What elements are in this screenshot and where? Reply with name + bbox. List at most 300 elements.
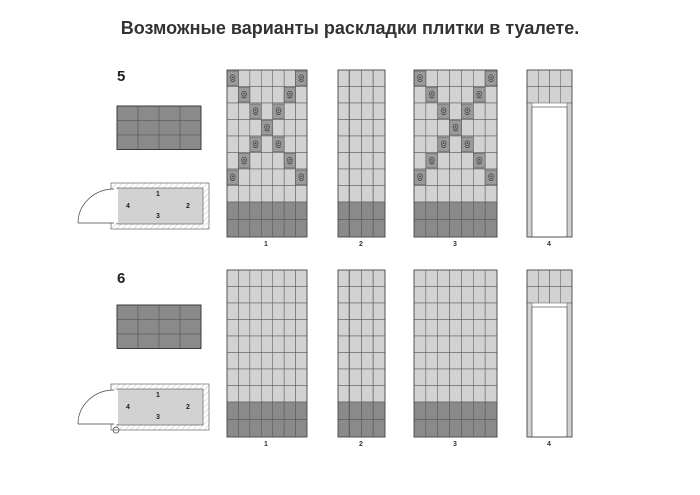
tile	[261, 153, 272, 170]
tile	[338, 120, 350, 137]
tile-grid-upper	[338, 70, 385, 202]
tile	[117, 334, 138, 349]
tile	[473, 336, 485, 353]
tile	[450, 153, 462, 170]
tile	[273, 120, 284, 137]
tile	[373, 336, 385, 353]
wall-label-3: 3	[453, 441, 457, 448]
wall-elevation-plain	[338, 270, 385, 437]
tile	[550, 287, 561, 304]
tile	[238, 353, 249, 370]
tile	[461, 320, 473, 337]
tile	[538, 270, 549, 287]
wall-label-4: 4	[547, 441, 551, 448]
tile	[159, 320, 180, 335]
tile	[227, 353, 238, 370]
tile	[485, 420, 497, 438]
door-swing-arc	[78, 189, 114, 223]
tile	[250, 420, 261, 438]
tile	[284, 420, 295, 438]
tile	[414, 220, 426, 238]
tile	[296, 320, 307, 337]
tile	[250, 402, 261, 420]
tile	[338, 70, 350, 87]
tile	[362, 120, 374, 137]
tile	[426, 420, 438, 438]
tile	[362, 287, 374, 304]
tile	[273, 303, 284, 320]
tile	[426, 220, 438, 238]
tile	[250, 120, 261, 137]
tile	[527, 87, 538, 104]
tile	[338, 103, 350, 120]
decor-tile	[485, 71, 497, 86]
tile	[473, 386, 485, 403]
decor-tile	[273, 137, 284, 152]
tile	[414, 186, 426, 203]
tile	[338, 202, 350, 220]
door-jamb-left	[527, 303, 532, 437]
tile	[180, 320, 201, 335]
tile	[362, 303, 374, 320]
tile	[414, 120, 426, 137]
tile	[138, 121, 159, 136]
tile	[473, 202, 485, 220]
tile	[373, 353, 385, 370]
tile	[461, 270, 473, 287]
decor-tile	[227, 170, 238, 185]
tile	[461, 303, 473, 320]
tile	[426, 270, 438, 287]
tile	[461, 153, 473, 170]
tile	[485, 120, 497, 137]
tile	[373, 386, 385, 403]
tile	[338, 270, 350, 287]
tile	[250, 320, 261, 337]
tile	[273, 270, 284, 287]
tile	[261, 103, 272, 120]
tile	[350, 303, 362, 320]
decor-tile	[485, 170, 497, 185]
tile	[138, 320, 159, 335]
tile	[373, 169, 385, 186]
tile	[450, 202, 462, 220]
tile	[450, 136, 462, 153]
tile	[450, 353, 462, 370]
tile	[450, 386, 462, 403]
tile	[362, 402, 374, 420]
tile	[426, 353, 438, 370]
tile	[238, 303, 249, 320]
tile	[250, 336, 261, 353]
tile	[373, 420, 385, 438]
tile	[261, 402, 272, 420]
tile	[250, 287, 261, 304]
tile	[473, 320, 485, 337]
door-jamb-right	[567, 303, 572, 437]
tile	[485, 103, 497, 120]
door-jamb-left	[527, 103, 532, 237]
tile-grid-upper	[227, 270, 307, 402]
decor-tile	[273, 104, 284, 119]
tile	[238, 420, 249, 438]
tile-grid-upper	[527, 270, 572, 303]
tile	[438, 120, 450, 137]
wall-elevation-plain	[338, 70, 385, 237]
tile	[414, 320, 426, 337]
tile	[473, 303, 485, 320]
tile	[461, 70, 473, 87]
tile	[338, 153, 350, 170]
tile	[362, 353, 374, 370]
tile	[250, 220, 261, 238]
tile-grid-lower	[338, 202, 385, 237]
tile	[296, 402, 307, 420]
tile	[138, 106, 159, 121]
tile	[414, 353, 426, 370]
tile	[227, 303, 238, 320]
tile	[426, 303, 438, 320]
tile	[350, 386, 362, 403]
tile	[414, 369, 426, 386]
tile	[438, 420, 450, 438]
tile	[296, 420, 307, 438]
decor-tile	[438, 137, 450, 152]
tile	[550, 270, 561, 287]
variant-label-6: 6	[117, 270, 126, 287]
tile	[373, 202, 385, 220]
room-wall-number-1: 1	[156, 392, 160, 399]
room-wall-number-4: 4	[126, 203, 130, 210]
tile	[527, 270, 538, 287]
tile	[227, 386, 238, 403]
tile	[414, 136, 426, 153]
room-wall-number-4: 4	[126, 404, 130, 411]
tile	[273, 369, 284, 386]
tile	[180, 334, 201, 349]
tile	[296, 120, 307, 137]
tile	[373, 87, 385, 104]
tile	[362, 103, 374, 120]
tile	[180, 305, 201, 320]
tile	[473, 186, 485, 203]
tile	[273, 386, 284, 403]
tile	[450, 87, 462, 104]
tile	[414, 420, 426, 438]
tile	[485, 270, 497, 287]
wall-elevation-plain	[227, 270, 307, 437]
tile	[362, 87, 374, 104]
wall-label-3: 3	[453, 241, 457, 248]
tile-grid-lower	[338, 402, 385, 437]
wall-label-4: 4	[547, 241, 551, 248]
tile	[238, 386, 249, 403]
tile	[350, 287, 362, 304]
tile	[238, 169, 249, 186]
tile	[338, 186, 350, 203]
tile	[227, 220, 238, 238]
tile	[362, 369, 374, 386]
tile	[362, 420, 374, 438]
tile	[426, 369, 438, 386]
tile	[338, 136, 350, 153]
tile-grid-upper	[414, 270, 497, 402]
tile	[438, 153, 450, 170]
tile	[373, 186, 385, 203]
tile	[461, 386, 473, 403]
tile	[284, 103, 295, 120]
decor-tile	[296, 71, 307, 86]
tile	[438, 270, 450, 287]
door-swing-arc	[78, 390, 114, 424]
decor-tile	[426, 88, 438, 103]
tile	[338, 303, 350, 320]
tile	[284, 402, 295, 420]
tile	[350, 186, 362, 203]
tile	[250, 303, 261, 320]
tile	[238, 369, 249, 386]
tile-grid-lower	[227, 202, 307, 237]
tile	[180, 106, 201, 121]
tile	[461, 353, 473, 370]
decor-tile	[426, 154, 438, 169]
floor-tile-grid	[117, 106, 201, 150]
tile	[473, 287, 485, 304]
tile-grid-upper	[338, 270, 385, 402]
tile	[550, 70, 561, 87]
tile	[473, 169, 485, 186]
tile	[350, 353, 362, 370]
tile	[261, 169, 272, 186]
tile	[284, 136, 295, 153]
tile	[485, 136, 497, 153]
tile	[362, 169, 374, 186]
tile	[426, 70, 438, 87]
tile	[261, 336, 272, 353]
tile	[461, 87, 473, 104]
tile	[473, 369, 485, 386]
tile	[261, 320, 272, 337]
tile-grid-upper	[527, 70, 572, 103]
tile	[473, 402, 485, 420]
tile	[273, 87, 284, 104]
tile	[461, 420, 473, 438]
tile	[426, 169, 438, 186]
tile	[561, 287, 572, 304]
tile	[485, 287, 497, 304]
tile	[438, 386, 450, 403]
wall-label-2: 2	[359, 441, 363, 448]
tile	[284, 287, 295, 304]
tile	[261, 386, 272, 403]
tile	[227, 120, 238, 137]
tile	[438, 202, 450, 220]
variant-label-5: 5	[117, 68, 126, 85]
tile	[362, 320, 374, 337]
tile	[373, 70, 385, 87]
tile	[338, 320, 350, 337]
tile	[373, 369, 385, 386]
tile	[117, 305, 138, 320]
tile	[284, 270, 295, 287]
tile	[227, 202, 238, 220]
tile	[284, 303, 295, 320]
tile	[296, 353, 307, 370]
tile	[261, 303, 272, 320]
tile	[296, 369, 307, 386]
tile	[227, 153, 238, 170]
tile	[250, 70, 261, 87]
tile	[238, 136, 249, 153]
tile	[473, 220, 485, 238]
tile	[284, 336, 295, 353]
tile	[461, 336, 473, 353]
tile	[227, 369, 238, 386]
room-wall-number-2: 2	[186, 203, 190, 210]
tile	[238, 202, 249, 220]
tile	[261, 220, 272, 238]
tile	[117, 320, 138, 335]
tile	[461, 169, 473, 186]
tile	[284, 386, 295, 403]
tile	[284, 186, 295, 203]
tile	[438, 87, 450, 104]
tile	[338, 369, 350, 386]
tile	[473, 103, 485, 120]
tile	[296, 287, 307, 304]
wall-label-1: 1	[264, 241, 268, 248]
tile	[273, 169, 284, 186]
tile	[273, 353, 284, 370]
tile	[414, 336, 426, 353]
tile	[450, 186, 462, 203]
tile	[438, 369, 450, 386]
tile	[414, 303, 426, 320]
tile	[350, 220, 362, 238]
tile	[238, 120, 249, 137]
tile	[227, 287, 238, 304]
tile	[461, 369, 473, 386]
tile	[338, 169, 350, 186]
tile	[350, 169, 362, 186]
tile	[473, 420, 485, 438]
room-wall-number-1: 1	[156, 191, 160, 198]
decor-tile	[461, 137, 473, 152]
tile	[561, 270, 572, 287]
room-wall-number-3: 3	[156, 213, 160, 220]
tile	[227, 336, 238, 353]
tile	[450, 402, 462, 420]
tile	[350, 369, 362, 386]
tile	[414, 202, 426, 220]
tile	[350, 103, 362, 120]
tile	[373, 402, 385, 420]
decor-tile	[250, 137, 261, 152]
tile	[284, 353, 295, 370]
tile	[227, 87, 238, 104]
tile	[350, 270, 362, 287]
decor-tile	[227, 71, 238, 86]
decor-tile	[473, 88, 485, 103]
tile	[350, 202, 362, 220]
tile	[373, 320, 385, 337]
tile	[438, 320, 450, 337]
tile	[414, 287, 426, 304]
tile	[261, 70, 272, 87]
wall-label-1: 1	[264, 441, 268, 448]
tile	[284, 220, 295, 238]
tile	[238, 287, 249, 304]
tile	[296, 136, 307, 153]
tile	[485, 369, 497, 386]
tile	[373, 153, 385, 170]
tile	[362, 202, 374, 220]
tile	[338, 287, 350, 304]
tile	[485, 402, 497, 420]
tile	[250, 169, 261, 186]
tile	[450, 220, 462, 238]
tile	[438, 303, 450, 320]
tile	[438, 287, 450, 304]
decor-tile	[250, 104, 261, 119]
tile	[485, 320, 497, 337]
floor-tile-swatch	[117, 106, 201, 150]
tile	[426, 120, 438, 137]
tile	[450, 336, 462, 353]
tile	[338, 336, 350, 353]
tile	[296, 153, 307, 170]
tile	[450, 369, 462, 386]
tile	[450, 287, 462, 304]
tile	[485, 336, 497, 353]
tile	[450, 270, 462, 287]
tile	[138, 334, 159, 349]
tile	[261, 353, 272, 370]
tile	[250, 270, 261, 287]
tile	[485, 303, 497, 320]
tile	[238, 70, 249, 87]
tile	[561, 87, 572, 104]
tile	[273, 320, 284, 337]
tile	[461, 186, 473, 203]
tile	[473, 120, 485, 137]
tile	[438, 186, 450, 203]
tile	[180, 121, 201, 136]
tile	[350, 336, 362, 353]
tile	[485, 386, 497, 403]
decor-tile	[238, 88, 249, 103]
tile	[238, 186, 249, 203]
tile	[414, 386, 426, 403]
tile	[273, 202, 284, 220]
tile	[159, 305, 180, 320]
decor-tile	[284, 154, 295, 169]
tile	[338, 220, 350, 238]
tile	[450, 169, 462, 186]
tile	[461, 202, 473, 220]
tile	[138, 305, 159, 320]
tile	[438, 353, 450, 370]
tile	[284, 120, 295, 137]
tile	[284, 169, 295, 186]
wall-elevation-decor-x	[227, 70, 307, 237]
decor-tile	[261, 121, 272, 136]
tile	[527, 70, 538, 87]
tile	[261, 420, 272, 438]
tile	[426, 402, 438, 420]
decor-tile	[296, 170, 307, 185]
tile	[273, 220, 284, 238]
